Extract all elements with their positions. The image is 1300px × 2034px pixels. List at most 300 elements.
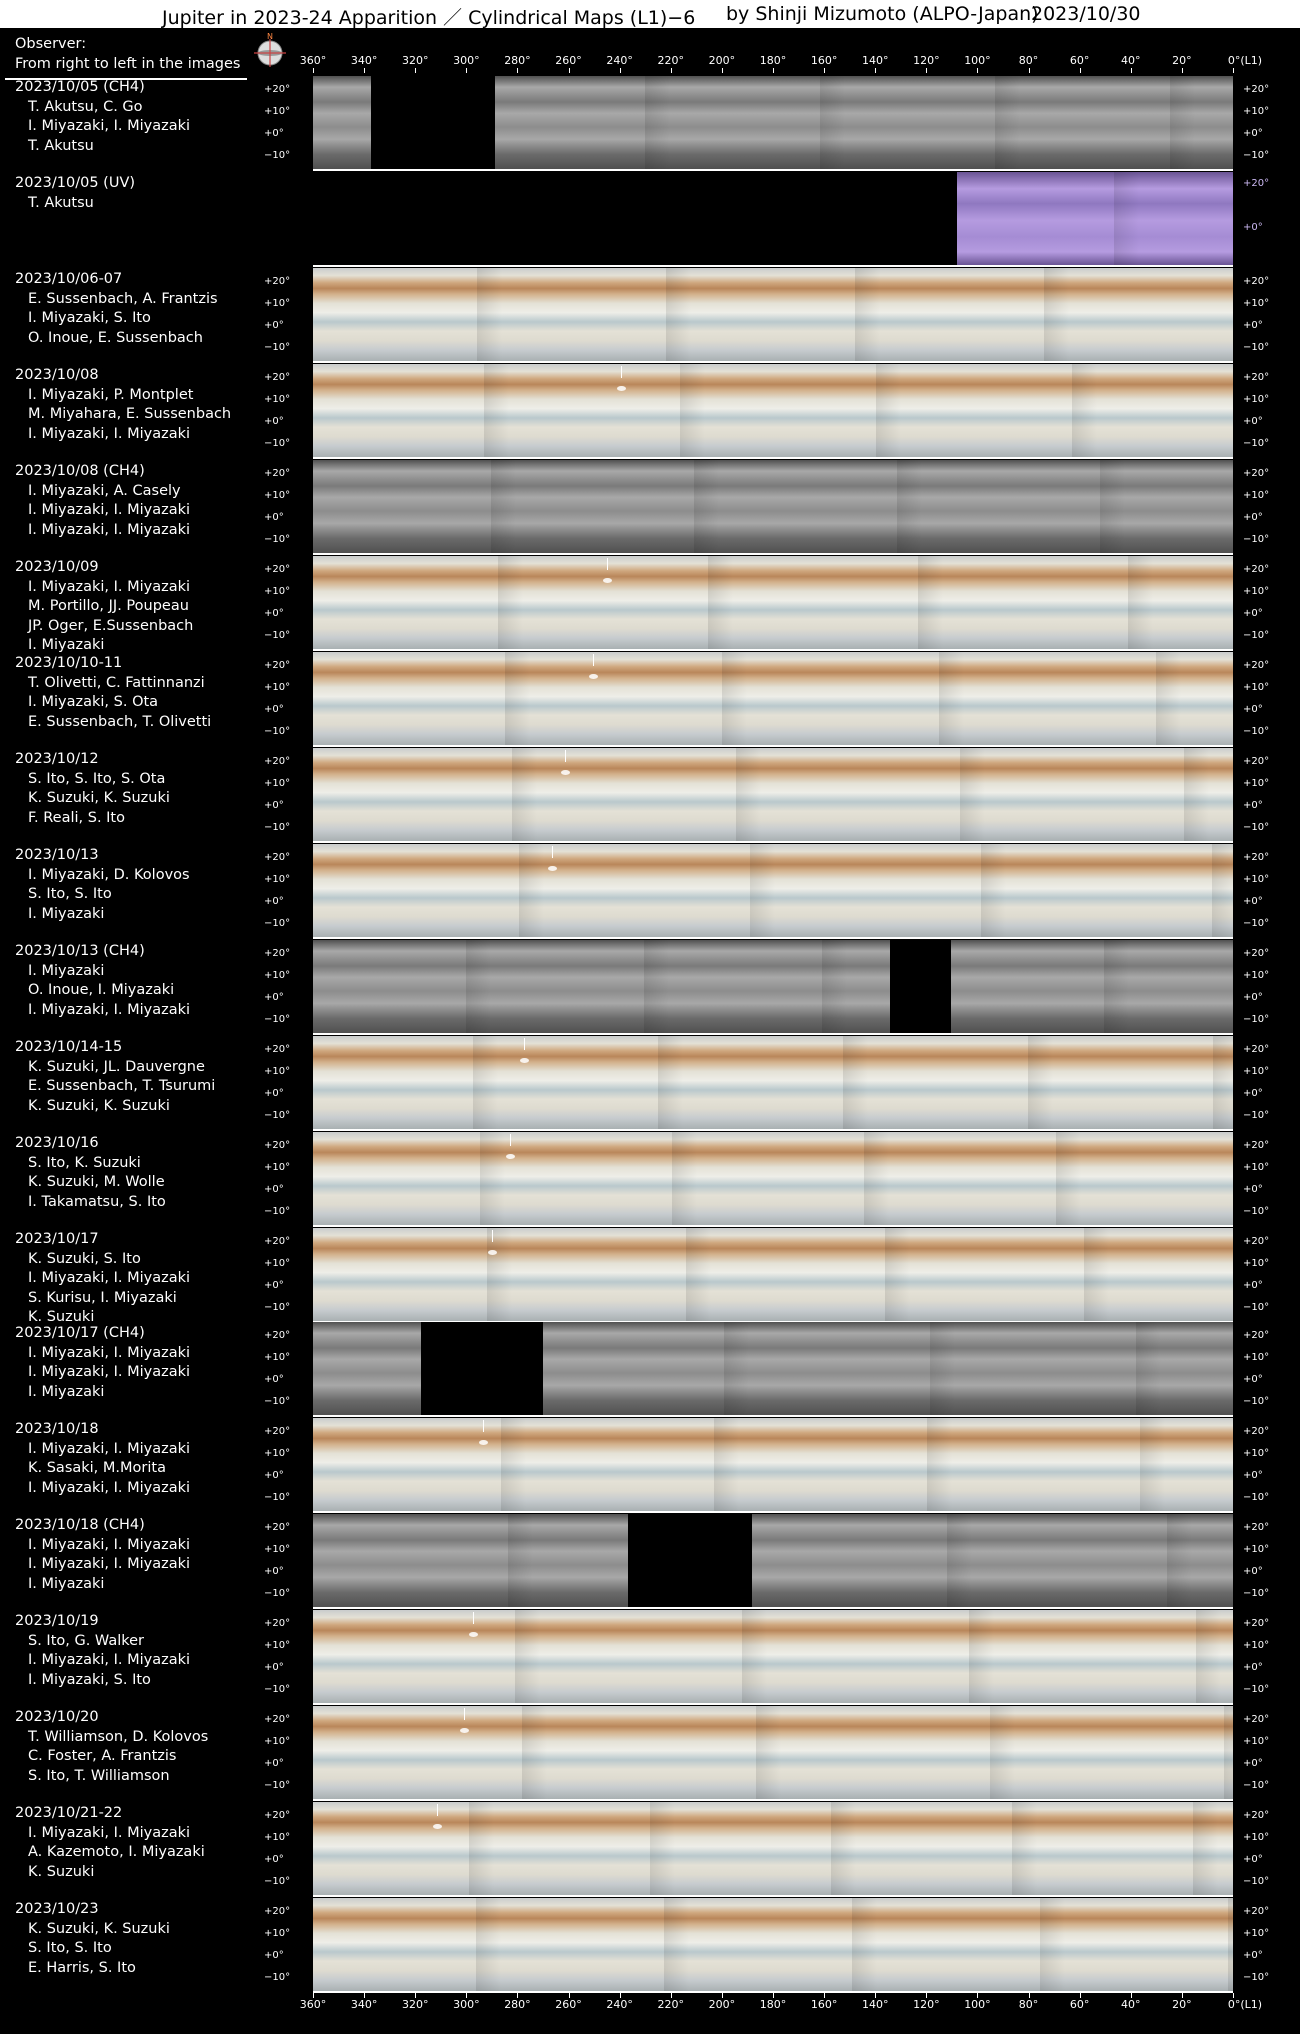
latitude-label: −10° xyxy=(264,1206,291,1217)
latitude-label: +0° xyxy=(1243,1854,1263,1865)
longitude-tick-mark xyxy=(569,1993,570,1998)
longitude-tick-mark xyxy=(875,68,876,73)
map-segment xyxy=(957,172,1233,265)
longitude-tick-mark xyxy=(313,68,314,73)
stitch-seams xyxy=(313,940,890,1033)
latitude-label: +10° xyxy=(1243,1544,1270,1555)
observer-block xyxy=(15,1134,166,1212)
observation-date: 2023/10/17 (CH4) xyxy=(15,1325,145,1341)
latitude-label: +10° xyxy=(264,1928,291,1939)
latitude-label: +20° xyxy=(264,564,291,575)
longitude-tick: 360° xyxy=(299,54,327,67)
map-segment xyxy=(313,1802,1233,1895)
latitude-label: +10° xyxy=(1243,298,1270,309)
ch4-map-strip xyxy=(313,940,1233,1033)
map-segment xyxy=(495,76,1233,169)
latitude-label: +0° xyxy=(1243,1758,1263,1769)
latitude-label: +10° xyxy=(264,394,291,405)
longitude-tick-mark xyxy=(620,68,621,73)
latitude-label: +10° xyxy=(264,586,291,597)
latitude-label: +10° xyxy=(1243,490,1270,501)
latitude-label: −10° xyxy=(264,726,291,737)
latitude-label: +10° xyxy=(264,1448,291,1459)
latitude-label: −10° xyxy=(1243,1206,1270,1217)
latitude-label: −10° xyxy=(264,1014,291,1025)
row-separator xyxy=(313,457,1233,459)
latitude-label: +0° xyxy=(1243,128,1263,139)
row-separator xyxy=(313,553,1233,555)
latitude-label: +10° xyxy=(264,1544,291,1555)
color-map-strip xyxy=(313,748,1233,841)
map-segment xyxy=(313,76,371,169)
latitude-label: +10° xyxy=(1243,874,1270,885)
color-map-strip xyxy=(313,364,1233,457)
observation-date: 2023/10/08 (CH4) xyxy=(15,463,145,479)
observer-block xyxy=(15,654,211,732)
map-segment xyxy=(313,556,1233,649)
spot-arrow-marker xyxy=(524,1038,525,1050)
latitude-label: −10° xyxy=(1243,1014,1270,1025)
observer-block xyxy=(15,558,193,656)
latitude-label: +10° xyxy=(1243,1162,1270,1173)
longitude-tick-mark xyxy=(517,68,518,73)
longitude-tick-mark xyxy=(364,1993,365,1998)
longitude-tick-mark xyxy=(1233,68,1234,73)
latitude-label: +10° xyxy=(1243,1258,1270,1269)
latitude-label: +10° xyxy=(264,1066,291,1077)
latitude-label: −10° xyxy=(1243,918,1270,929)
ch4-map-strip xyxy=(313,1514,1233,1607)
observer-block xyxy=(15,1420,190,1498)
observer-name: I. Miyazaki, I. Miyazaki xyxy=(28,521,191,538)
observer-name: I. Miyazaki, I. Miyazaki xyxy=(28,1001,191,1018)
latitude-label: +0° xyxy=(264,992,284,1003)
observer-name: T. Williamson, D. Kolovos xyxy=(28,1728,209,1745)
longitude-tick-mark xyxy=(773,68,774,73)
stitch-seams xyxy=(313,460,1233,553)
stitch-seams xyxy=(313,1610,1233,1703)
longitude-tick-mark xyxy=(824,68,825,73)
latitude-label: +0° xyxy=(1243,1088,1263,1099)
latitude-label: +0° xyxy=(1243,1184,1263,1195)
longitude-tick: 320° xyxy=(401,1998,429,2011)
observer-name: S. Ito, S. Ito xyxy=(28,886,112,903)
stitch-seams xyxy=(313,1514,628,1607)
latitude-label: +10° xyxy=(264,970,291,981)
spot-arrow-marker xyxy=(607,558,608,570)
latitude-label: +0° xyxy=(1243,1374,1263,1385)
latitude-label: +10° xyxy=(264,106,291,117)
white-spot-marker xyxy=(548,866,557,871)
observer-name: I. Miyazaki, I. Miyazaki xyxy=(28,118,191,135)
longitude-tick: 80° xyxy=(1018,1998,1039,2011)
latitude-label: −10° xyxy=(264,822,291,833)
white-spot-marker xyxy=(479,1440,488,1445)
map-segment xyxy=(313,1132,1233,1225)
observer-name: I. Miyazaki, I. Miyazaki xyxy=(28,425,191,442)
spot-arrow-marker xyxy=(565,750,566,762)
color-map-strip xyxy=(313,1132,1233,1225)
white-spot-marker xyxy=(488,1250,497,1255)
latitude-label: +10° xyxy=(264,1640,291,1651)
observer-name: K. Suzuki xyxy=(28,1309,95,1326)
latitude-label: −10° xyxy=(264,1396,291,1407)
color-map-strip xyxy=(313,1706,1233,1799)
latitude-label: +0° xyxy=(264,1374,284,1385)
ch4-map-strip xyxy=(313,1322,1233,1415)
latitude-label: +10° xyxy=(264,490,291,501)
longitude-tick: 280° xyxy=(504,54,531,67)
observer-name: I. Miyazaki, I. Miyazaki xyxy=(28,1270,191,1287)
stitch-seams xyxy=(951,940,1233,1033)
latitude-label: +20° xyxy=(1243,276,1270,287)
latitude-label: +0° xyxy=(264,1280,284,1291)
observer-name: E. Harris, S. Ito xyxy=(28,1959,136,1976)
observer-name: I. Miyazaki, I. Miyazaki xyxy=(28,502,191,519)
stitch-seams xyxy=(313,844,1233,937)
observation-date: 2023/10/16 xyxy=(15,1135,99,1151)
observer-name: S. Ito, K. Suzuki xyxy=(28,1154,141,1171)
latitude-label: +10° xyxy=(264,1258,291,1269)
latitude-label: +20° xyxy=(1243,948,1270,959)
latitude-label: +10° xyxy=(264,1736,291,1747)
latitude-label: +20° xyxy=(264,1906,291,1917)
longitude-tick: 0°(L1) xyxy=(1227,1998,1263,2011)
white-spot-marker xyxy=(617,386,626,391)
latitude-label: +20° xyxy=(264,1140,291,1151)
latitude-label: +20° xyxy=(1243,564,1270,575)
map-segment xyxy=(313,940,890,1033)
longitude-tick-mark xyxy=(824,1993,825,1998)
latitude-label: +0° xyxy=(264,512,284,523)
latitude-label: −10° xyxy=(264,1110,291,1121)
latitude-label: +10° xyxy=(1243,778,1270,789)
latitude-label: +0° xyxy=(264,1950,284,1961)
latitude-label: +20° xyxy=(1243,1522,1270,1533)
observation-date: 2023/10/09 xyxy=(15,559,99,575)
color-map-strip xyxy=(313,1610,1233,1703)
latitude-label: +0° xyxy=(1243,896,1263,907)
observer-name: A. Kazemoto, I. Miyazaki xyxy=(28,1844,205,1861)
latitude-label: +10° xyxy=(1243,586,1270,597)
observation-date: 2023/10/19 xyxy=(15,1613,99,1629)
longitude-tick: 300° xyxy=(453,54,480,67)
row-separator xyxy=(313,1703,1233,1705)
stitch-seams xyxy=(313,1418,1233,1511)
longitude-tick-mark xyxy=(313,1993,314,1998)
observer-block xyxy=(15,1708,208,1786)
observer-name: K. Suzuki, K. Suzuki xyxy=(28,1097,170,1114)
observer-name: M. Portillo, JJ. Poupeau xyxy=(28,598,189,615)
row-separator xyxy=(313,1225,1233,1227)
row-separator xyxy=(313,1799,1233,1801)
latitude-label: +20° xyxy=(1243,372,1270,383)
stitch-seams xyxy=(495,76,1233,169)
author-credit: by Shinji Mizumoto (ALPO-Japan) xyxy=(726,3,1039,25)
stitch-seams xyxy=(313,364,1233,457)
compass-north-label: N xyxy=(267,32,273,41)
observer-name: I. Miyazaki, I. Miyazaki xyxy=(28,1479,191,1496)
observer-block xyxy=(15,1516,190,1594)
latitude-label: −10° xyxy=(1243,150,1270,161)
stitch-seams xyxy=(313,76,371,169)
stitch-seams xyxy=(313,748,1233,841)
observer-name: I. Miyazaki, P. Montplet xyxy=(28,386,194,403)
observation-date: 2023/10/05 (CH4) xyxy=(15,79,145,95)
longitude-tick: 180° xyxy=(759,1998,787,2011)
longitude-tick: 40° xyxy=(1121,54,1141,67)
latitude-label: +10° xyxy=(1243,1832,1270,1843)
latitude-label: −10° xyxy=(1243,1972,1270,1983)
observation-date: 2023/10/13 xyxy=(15,847,99,863)
title-bar xyxy=(0,0,1300,28)
latitude-label: +20° xyxy=(264,372,291,383)
observer-name: I. Miyazaki xyxy=(28,1575,105,1592)
latitude-label: −10° xyxy=(1243,1876,1270,1887)
spot-arrow-marker xyxy=(593,654,594,666)
observer-block xyxy=(15,1612,190,1690)
map-segment xyxy=(313,1036,1233,1129)
latitude-label: −10° xyxy=(264,1972,291,1983)
latitude-label: −10° xyxy=(264,150,291,161)
observation-date: 2023/10/12 xyxy=(15,751,99,767)
observer-name: S. Ito, S. Ito, S. Ota xyxy=(28,770,166,787)
observer-name: E. Sussenbach, T. Tsurumi xyxy=(28,1078,216,1095)
stitch-seams xyxy=(313,1898,1233,1991)
latitude-label: +20° xyxy=(264,948,291,959)
longitude-tick-mark xyxy=(1080,68,1081,73)
latitude-label: +10° xyxy=(1243,682,1270,693)
longitude-tick-mark xyxy=(1131,68,1132,73)
observer-name: I. Miyazaki xyxy=(28,1383,105,1400)
observer-name: C. Foster, A. Frantzis xyxy=(28,1748,177,1765)
observer-name: O. Inoue, E. Sussenbach xyxy=(28,329,203,346)
color-map-strip xyxy=(313,1036,1233,1129)
latitude-label: −10° xyxy=(264,534,291,545)
longitude-tick: 200° xyxy=(708,54,736,67)
latitude-label: −10° xyxy=(1243,630,1270,641)
color-map-strip xyxy=(313,268,1233,361)
spot-arrow-marker xyxy=(464,1708,465,1720)
observation-date: 2023/10/14-15 xyxy=(15,1039,123,1055)
latitude-label: −10° xyxy=(264,630,291,641)
map-segment xyxy=(313,844,1233,937)
longitude-tick-mark xyxy=(569,68,570,73)
latitude-label: +0° xyxy=(1243,608,1263,619)
longitude-tick-mark xyxy=(517,1993,518,1998)
observation-date: 2023/10/10-11 xyxy=(15,655,123,671)
observer-name: M. Miyahara, E. Sussenbach xyxy=(28,406,232,423)
latitude-label: +0° xyxy=(1243,1280,1263,1291)
observer-name: I. Miyazaki, D. Kolovos xyxy=(28,866,190,883)
latitude-label: +20° xyxy=(1243,1810,1270,1821)
longitude-tick-mark xyxy=(1233,1993,1234,1998)
observation-date: 2023/10/06-07 xyxy=(15,271,123,287)
row-separator xyxy=(313,169,1233,171)
observer-block xyxy=(15,462,190,540)
latitude-label: +0° xyxy=(264,1758,284,1769)
observer-name: K. Suzuki xyxy=(28,1863,95,1880)
observer-name: S. Ito, T. Williamson xyxy=(28,1767,170,1784)
observer-block xyxy=(15,1324,190,1402)
observer-name: K. Suzuki, JL. Dauvergne xyxy=(28,1058,205,1075)
longitude-tick-mark xyxy=(671,68,672,73)
observation-date: 2023/10/05 (UV) xyxy=(15,175,136,191)
observer-name: S. Kurisu, I. Miyazaki xyxy=(28,1289,177,1306)
map-segment xyxy=(313,748,1233,841)
row-separator xyxy=(313,1415,1233,1417)
observer-name: K. Suzuki, K. Suzuki xyxy=(28,790,170,807)
map-segment xyxy=(543,1322,1233,1415)
map-segment xyxy=(752,1514,1233,1607)
longitude-tick-mark xyxy=(773,1993,774,1998)
latitude-label: −10° xyxy=(264,1684,291,1695)
observer-name: I. Miyazaki, I. Miyazaki xyxy=(28,1652,191,1669)
observer-name: K. Suzuki, M. Wolle xyxy=(28,1174,165,1191)
longitude-tick: 320° xyxy=(401,54,429,67)
stitch-seams xyxy=(543,1322,1233,1415)
color-map-strip xyxy=(313,1898,1233,1991)
stitch-seams xyxy=(313,1228,1233,1321)
longitude-axis-top xyxy=(0,52,1300,74)
longitude-tick-mark xyxy=(722,68,723,73)
latitude-label: +0° xyxy=(1243,512,1263,523)
longitude-tick: 40° xyxy=(1121,1998,1141,2011)
observer-name: I. Takamatsu, S. Ito xyxy=(28,1193,166,1210)
latitude-label: +20° xyxy=(264,1522,291,1533)
latitude-label: −10° xyxy=(1243,438,1270,449)
observer-block xyxy=(15,1900,170,1978)
latitude-label: +10° xyxy=(1243,1928,1270,1939)
longitude-tick: 260° xyxy=(555,1998,582,2011)
longitude-tick-mark xyxy=(1182,68,1183,73)
latitude-label: +20° xyxy=(264,1618,291,1629)
row-separator xyxy=(313,1129,1233,1131)
latitude-label: +20° xyxy=(1243,660,1270,671)
ch4-map-strip xyxy=(313,460,1233,553)
latitude-label: −10° xyxy=(264,918,291,929)
latitude-label: −10° xyxy=(1243,726,1270,737)
latitude-label: −10° xyxy=(1243,534,1270,545)
longitude-tick: 180° xyxy=(759,54,787,67)
latitude-label: +0° xyxy=(264,1566,284,1577)
observer-label: Observer: xyxy=(15,36,87,52)
observer-name: T. Akutsu xyxy=(28,137,94,154)
latitude-label: +0° xyxy=(1243,1950,1263,1961)
longitude-tick: 340° xyxy=(350,1998,378,2011)
longitude-tick: 0°(L1) xyxy=(1227,54,1263,67)
longitude-tick: 220° xyxy=(657,1998,685,2011)
longitude-tick-mark xyxy=(620,1993,621,1998)
row-separator xyxy=(313,649,1233,651)
spot-arrow-marker xyxy=(437,1804,438,1816)
latitude-label: +20° xyxy=(264,1330,291,1341)
latitude-label: +0° xyxy=(264,1854,284,1865)
color-map-strip xyxy=(313,556,1233,649)
latitude-label: +20° xyxy=(1243,852,1270,863)
latitude-label: +20° xyxy=(264,852,291,863)
observer-name: I. Miyazaki, I. Miyazaki xyxy=(28,1824,191,1841)
longitude-tick: 260° xyxy=(555,54,582,67)
latitude-label: +20° xyxy=(1243,1044,1270,1055)
color-map-strip xyxy=(313,1418,1233,1511)
observer-name: K. Suzuki, K. Suzuki xyxy=(28,1920,170,1937)
latitude-label: +20° xyxy=(1243,1330,1270,1341)
longitude-tick-mark xyxy=(415,68,416,73)
observer-name: JP. Oger, E.Sussenbach xyxy=(28,617,194,634)
white-spot-marker xyxy=(433,1824,442,1829)
latitude-label: +0° xyxy=(264,1184,284,1195)
observation-date: 2023/10/13 (CH4) xyxy=(15,943,145,959)
latitude-label: +20° xyxy=(1243,1618,1270,1629)
longitude-tick-mark xyxy=(1029,68,1030,73)
observer-name: E. Sussenbach, T. Olivetti xyxy=(28,713,212,730)
longitude-tick: 60° xyxy=(1069,1998,1090,2011)
latitude-label: +10° xyxy=(264,682,291,693)
observation-date: 2023/10/17 xyxy=(15,1231,99,1247)
color-map-strip xyxy=(313,844,1233,937)
latitude-label: +20° xyxy=(264,1426,291,1437)
longitude-tick-mark xyxy=(1182,1993,1183,1998)
white-spot-marker xyxy=(603,578,612,583)
latitude-label: +20° xyxy=(1243,1140,1270,1151)
latitude-label: −10° xyxy=(1243,1110,1270,1121)
observer-block xyxy=(15,1804,205,1882)
latitude-label: −10° xyxy=(1243,822,1270,833)
latitude-label: +0° xyxy=(264,128,284,139)
row-separator xyxy=(313,361,1233,363)
latitude-label: −10° xyxy=(264,438,291,449)
latitude-label: +0° xyxy=(1243,992,1263,1003)
latitude-label: −10° xyxy=(264,1492,291,1503)
longitude-tick-mark xyxy=(977,1993,978,1998)
longitude-tick-mark xyxy=(1029,1993,1030,1998)
row-separator xyxy=(313,1511,1233,1513)
latitude-label: +20° xyxy=(264,1714,291,1725)
latitude-label: +0° xyxy=(264,1662,284,1673)
observation-date: 2023/10/21-22 xyxy=(15,1805,123,1821)
latitude-label: −10° xyxy=(264,1302,291,1313)
map-segment xyxy=(951,940,1233,1033)
latitude-label: +20° xyxy=(1243,468,1270,479)
latitude-label: +0° xyxy=(264,896,284,907)
latitude-label: +10° xyxy=(264,874,291,885)
observer-name: E. Sussenbach, A. Frantzis xyxy=(28,290,218,307)
longitude-tick: 240° xyxy=(606,1998,633,2011)
observer-block xyxy=(15,750,170,828)
observer-name: S. Ito, G. Walker xyxy=(28,1632,145,1649)
longitude-tick-mark xyxy=(722,1993,723,1998)
longitude-tick: 240° xyxy=(606,54,633,67)
latitude-label: +0° xyxy=(264,704,284,715)
map-segment xyxy=(313,268,1233,361)
latitude-label: +0° xyxy=(1243,1662,1263,1673)
latitude-label: +10° xyxy=(1243,1736,1270,1747)
latitude-label: −10° xyxy=(264,1876,291,1887)
longitude-tick: 200° xyxy=(708,1998,736,2011)
longitude-tick-mark xyxy=(1131,1993,1132,1998)
row-separator xyxy=(313,265,1233,267)
longitude-tick-mark xyxy=(926,68,927,73)
observer-name: I. Miyazaki, A. Casely xyxy=(28,482,181,499)
stitch-seams xyxy=(313,1322,421,1415)
observer-name: I. Miyazaki, I. Miyazaki xyxy=(28,1556,191,1573)
latitude-label: −10° xyxy=(1243,1302,1270,1313)
latitude-label: +20° xyxy=(1243,178,1270,189)
observer-block xyxy=(15,366,231,444)
longitude-tick: 100° xyxy=(964,54,991,67)
latitude-label: +10° xyxy=(264,1832,291,1843)
